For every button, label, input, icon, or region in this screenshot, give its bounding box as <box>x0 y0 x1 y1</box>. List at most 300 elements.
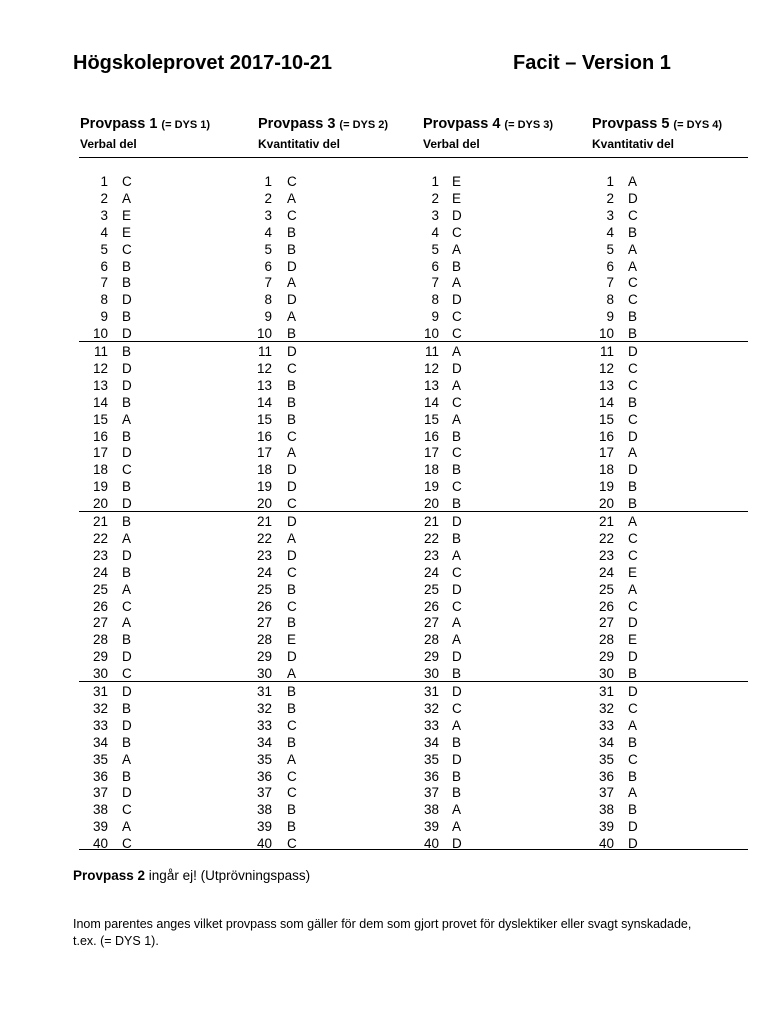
part-label: Kvantitativ del <box>258 137 341 151</box>
answer-cell: D <box>122 360 132 376</box>
answer-cell: D <box>122 547 132 563</box>
answer-cell: B <box>287 394 297 410</box>
answer-cell: D <box>628 190 638 206</box>
answer-cell: B <box>287 734 297 750</box>
pass-title <box>80 116 210 132</box>
answer-cell: D <box>287 344 297 359</box>
answer-cell: B <box>287 241 297 257</box>
question-number: 6 <box>431 258 439 274</box>
question-number: 28 <box>423 632 439 648</box>
question-number: 15 <box>598 411 614 427</box>
answer-cell: C <box>122 598 132 614</box>
question-number: 29 <box>256 649 272 665</box>
question-number: 27 <box>92 615 108 631</box>
question-number: 18 <box>423 462 439 478</box>
answer-cell: D <box>122 445 132 461</box>
answer-cell: C <box>452 479 462 495</box>
question-number: 4 <box>100 224 108 240</box>
question-number: 33 <box>598 717 614 733</box>
answer-cell: B <box>452 462 462 478</box>
answer-cell: B <box>287 802 297 818</box>
question-number: 33 <box>423 717 439 733</box>
answer-cell: E <box>122 224 132 240</box>
answer-cell: E <box>287 632 297 648</box>
question-number: 40 <box>92 836 108 852</box>
answer-cell: D <box>452 360 462 376</box>
question-number: 34 <box>598 734 614 750</box>
question-number: 32 <box>256 700 272 716</box>
question-number: 29 <box>423 649 439 665</box>
question-number: 38 <box>423 802 439 818</box>
answer-cell: C <box>122 174 132 189</box>
question-number: 31 <box>92 684 108 699</box>
excluded-pass-text: ingår ej! (Utprövningspass) <box>145 868 311 883</box>
question-number: 4 <box>431 224 439 240</box>
answer-cell: C <box>287 598 297 614</box>
column-header-1 <box>80 116 210 151</box>
question-number: 36 <box>92 768 108 784</box>
answer-cell: D <box>452 292 462 308</box>
answer-cell: B <box>452 785 462 801</box>
question-number: 12 <box>92 360 108 376</box>
question-number: 27 <box>256 615 272 631</box>
question-number: 19 <box>423 479 439 495</box>
question-number: 37 <box>423 785 439 801</box>
question-number: 10 <box>92 326 108 342</box>
answer-cell: D <box>287 292 297 308</box>
answer-cell: D <box>452 514 462 529</box>
answer-cell: C <box>452 564 462 580</box>
question-number: 15 <box>256 411 272 427</box>
question-number: 37 <box>92 785 108 801</box>
answer-cell: C <box>287 174 297 189</box>
answer-cell: A <box>452 632 462 648</box>
answer-cell: C <box>287 785 297 801</box>
excluded-pass-note <box>73 868 310 883</box>
question-number: 18 <box>256 462 272 478</box>
answer-cell: B <box>628 802 638 818</box>
question-number: 7 <box>606 275 614 291</box>
answer-cell: B <box>287 819 297 835</box>
answer-cell: C <box>287 360 297 376</box>
answer-cell: A <box>452 615 462 631</box>
question-number: 22 <box>423 530 439 546</box>
answer-cell: C <box>452 598 462 614</box>
answer-cell: A <box>452 802 462 818</box>
answer-cell: B <box>122 700 132 716</box>
question-number: 36 <box>423 768 439 784</box>
column-header-4 <box>592 116 722 151</box>
question-number: 30 <box>92 666 108 682</box>
answer-cell: B <box>628 309 638 325</box>
question-number: 21 <box>598 514 614 529</box>
answer-cell: D <box>287 649 297 665</box>
answer-cell: B <box>287 615 297 631</box>
question-number: 23 <box>256 547 272 563</box>
answer-cell: B <box>628 734 638 750</box>
question-number: 1 <box>431 174 439 189</box>
pass-name: Provpass 4 <box>423 116 501 132</box>
answer-cell: A <box>287 190 297 206</box>
question-number: 5 <box>264 241 272 257</box>
question-number: 8 <box>100 292 108 308</box>
dys-explanation: Inom parentes anges vilket provpass som gäller för dem som gjort provet för dyslektiker eller svagt synskadade, t.ex. (= DYS 1). <box>73 917 692 948</box>
question-number: 3 <box>431 207 439 223</box>
answer-cell: B <box>287 377 297 393</box>
column-header-2 <box>258 116 388 151</box>
answer-cell: C <box>122 462 132 478</box>
question-number: 19 <box>598 479 614 495</box>
answer-cell: D <box>122 377 132 393</box>
question-number: 37 <box>598 785 614 801</box>
question-number: 3 <box>100 207 108 223</box>
answer-cell: C <box>122 241 132 257</box>
question-number: 31 <box>423 684 439 699</box>
answer-cell: B <box>287 684 297 699</box>
answer-cell: A <box>452 819 462 835</box>
question-number: 10 <box>423 326 439 342</box>
question-number: 14 <box>92 394 108 410</box>
column-header-3 <box>423 116 553 151</box>
answer-cell: B <box>628 496 638 512</box>
answer-cell: A <box>287 530 297 546</box>
answer-cell: A <box>287 666 297 682</box>
answer-cell: D <box>628 344 638 359</box>
answer-cell: D <box>452 581 462 597</box>
answer-cell: B <box>452 666 462 682</box>
question-number: 26 <box>256 598 272 614</box>
question-number: 17 <box>92 445 108 461</box>
question-number: 20 <box>256 496 272 512</box>
answer-cell: C <box>122 836 132 852</box>
question-number: 29 <box>92 649 108 665</box>
answer-cell: A <box>452 241 462 257</box>
answer-cell: D <box>122 326 132 342</box>
question-number: 15 <box>423 411 439 427</box>
question-number: 28 <box>598 632 614 648</box>
answer-cell: D <box>628 615 638 631</box>
answer-cell: B <box>287 224 297 240</box>
question-number: 11 <box>599 344 614 359</box>
part-label: Verbal del <box>423 137 480 151</box>
answer-cell: C <box>628 275 638 291</box>
question-number: 1 <box>100 174 108 189</box>
header-rule <box>79 157 748 158</box>
answer-cell: C <box>628 530 638 546</box>
answer-cell: A <box>628 174 638 189</box>
dys-label: (= DYS 2) <box>339 119 389 131</box>
question-number: 25 <box>423 581 439 597</box>
question-number: 21 <box>256 514 272 529</box>
answer-cell: C <box>628 700 638 716</box>
question-number: 12 <box>256 360 272 376</box>
question-number: 15 <box>92 411 108 427</box>
page-title: Högskoleprovet 2017-10-21 <box>73 52 333 74</box>
answer-cell: B <box>122 514 132 529</box>
question-number: 11 <box>257 344 272 359</box>
answer-cell: E <box>122 207 132 223</box>
answer-cell: C <box>628 360 638 376</box>
answer-cell: A <box>628 785 638 801</box>
question-number: 30 <box>423 666 439 682</box>
question-number: 13 <box>256 377 272 393</box>
question-number: 23 <box>423 547 439 563</box>
question-number: 6 <box>264 258 272 274</box>
answer-cell: D <box>122 684 132 699</box>
answer-cell: D <box>628 428 638 444</box>
question-number: 12 <box>598 360 614 376</box>
answer-cell: D <box>628 836 638 852</box>
answer-cell: A <box>122 819 132 835</box>
answer-cell: D <box>287 462 297 478</box>
question-number: 34 <box>256 734 272 750</box>
answer-cell: A <box>122 411 132 427</box>
question-number: 12 <box>423 360 439 376</box>
pass-title <box>592 116 722 132</box>
answer-cell: A <box>628 258 638 274</box>
answer-cell: B <box>122 344 132 359</box>
answer-cell: C <box>287 717 297 733</box>
question-number: 13 <box>92 377 108 393</box>
question-number: 27 <box>423 615 439 631</box>
answer-cell: D <box>452 207 462 223</box>
answer-cell: D <box>287 514 297 529</box>
question-number: 33 <box>256 717 272 733</box>
answer-cell: C <box>287 496 297 512</box>
question-number: 3 <box>264 207 272 223</box>
excluded-pass-name: Provpass 2 <box>73 868 146 883</box>
answer-cell: C <box>452 326 462 342</box>
question-number: 38 <box>92 802 108 818</box>
answer-cell: C <box>452 700 462 716</box>
question-number: 19 <box>256 479 272 495</box>
answer-cell: A <box>122 581 132 597</box>
question-number: 11 <box>93 344 108 359</box>
answer-cell: C <box>287 836 297 852</box>
version-label: Facit – Version 1 <box>513 52 671 74</box>
question-number: 16 <box>423 428 439 444</box>
answer-cell: B <box>287 700 297 716</box>
answer-cell: C <box>628 598 638 614</box>
question-number: 9 <box>431 309 439 325</box>
answer-cell: B <box>452 530 462 546</box>
question-number: 4 <box>606 224 614 240</box>
question-number: 9 <box>100 309 108 325</box>
question-number: 40 <box>256 836 272 852</box>
question-number: 40 <box>598 836 614 852</box>
question-number: 35 <box>423 751 439 767</box>
answer-cell: B <box>628 666 638 682</box>
question-number: 8 <box>431 292 439 308</box>
answer-cell: A <box>287 445 297 461</box>
answer-cell: E <box>628 564 638 580</box>
question-number: 36 <box>598 768 614 784</box>
question-number: 6 <box>606 258 614 274</box>
dys-label: (= DYS 4) <box>673 119 723 131</box>
answer-cell: B <box>122 275 132 291</box>
question-number: 28 <box>92 632 108 648</box>
question-number: 1 <box>606 174 614 189</box>
part-label: Kvantitativ del <box>592 137 675 151</box>
answer-cell: A <box>452 411 462 427</box>
answer-cell: A <box>628 581 638 597</box>
question-number: 34 <box>423 734 439 750</box>
answer-cell: A <box>452 344 462 359</box>
answer-cell: C <box>628 377 638 393</box>
answer-cell: B <box>122 632 132 648</box>
question-number: 10 <box>256 326 272 342</box>
answer-cell: C <box>628 751 638 767</box>
question-number: 7 <box>264 275 272 291</box>
question-number: 3 <box>606 207 614 223</box>
answer-cell: B <box>122 428 132 444</box>
question-number: 9 <box>264 309 272 325</box>
answer-cell: C <box>628 411 638 427</box>
answer-cell: C <box>628 207 638 223</box>
answer-cell: B <box>122 734 132 750</box>
question-number: 2 <box>606 190 614 206</box>
answer-cell: D <box>628 649 638 665</box>
question-number: 22 <box>598 530 614 546</box>
question-number: 39 <box>256 819 272 835</box>
answer-cell: D <box>452 836 462 852</box>
answer-cell: B <box>122 768 132 784</box>
question-number: 23 <box>598 547 614 563</box>
question-number: 7 <box>431 275 439 291</box>
question-number: 36 <box>256 768 272 784</box>
answer-cell: B <box>122 394 132 410</box>
answer-cell: C <box>452 445 462 461</box>
answer-cell: B <box>628 326 638 342</box>
question-number: 37 <box>256 785 272 801</box>
answer-cell: D <box>122 496 132 512</box>
answer-cell: D <box>287 258 297 274</box>
question-number: 4 <box>264 224 272 240</box>
answer-cell: B <box>452 734 462 750</box>
question-number: 26 <box>423 598 439 614</box>
answer-cell: D <box>452 751 462 767</box>
answer-cell: A <box>452 377 462 393</box>
question-number: 22 <box>92 530 108 546</box>
question-number: 2 <box>100 190 108 206</box>
question-number: 2 <box>431 190 439 206</box>
answer-cell: B <box>287 411 297 427</box>
answer-cell: D <box>452 649 462 665</box>
answer-cell: A <box>122 615 132 631</box>
pass-title <box>423 116 553 132</box>
question-number: 31 <box>598 684 614 699</box>
question-number: 19 <box>92 479 108 495</box>
question-number: 27 <box>598 615 614 631</box>
answer-cell: A <box>628 717 638 733</box>
question-number: 35 <box>256 751 272 767</box>
answer-cell: D <box>122 717 132 733</box>
question-number: 2 <box>264 190 272 206</box>
question-number: 5 <box>431 241 439 257</box>
question-number: 35 <box>92 751 108 767</box>
question-number: 11 <box>424 344 439 359</box>
answer-cell: B <box>452 428 462 444</box>
question-number: 16 <box>256 428 272 444</box>
question-number: 16 <box>598 428 614 444</box>
question-number: 24 <box>598 564 614 580</box>
dys-label: (= DYS 3) <box>504 119 554 131</box>
answer-cell: C <box>287 768 297 784</box>
question-number: 39 <box>423 819 439 835</box>
question-number: 26 <box>92 598 108 614</box>
answer-cell: B <box>287 326 297 342</box>
question-number: 32 <box>423 700 439 716</box>
answer-cell: A <box>122 190 132 206</box>
question-number: 38 <box>256 802 272 818</box>
answer-cell: C <box>452 394 462 410</box>
answer-cell: C <box>122 802 132 818</box>
answer-cell: A <box>452 717 462 733</box>
answer-cell: D <box>628 819 638 835</box>
question-number: 18 <box>92 462 108 478</box>
answer-cell: B <box>628 394 638 410</box>
answer-cell: D <box>628 462 638 478</box>
question-number: 14 <box>423 394 439 410</box>
question-number: 30 <box>598 666 614 682</box>
answer-cell: D <box>122 292 132 308</box>
answer-cell: B <box>122 564 132 580</box>
question-number: 5 <box>100 241 108 257</box>
question-number: 14 <box>256 394 272 410</box>
question-number: 24 <box>423 564 439 580</box>
answer-cell: C <box>122 666 132 682</box>
question-number: 18 <box>598 462 614 478</box>
answer-cell: A <box>287 309 297 325</box>
question-number: 35 <box>598 751 614 767</box>
answer-cell: B <box>628 224 638 240</box>
dys-label: (= DYS 1) <box>161 119 211 131</box>
question-number: 10 <box>598 326 614 342</box>
question-number: 17 <box>423 445 439 461</box>
answer-cell: B <box>122 258 132 274</box>
question-number: 21 <box>92 514 108 529</box>
pass-title <box>258 116 388 132</box>
answer-cell: B <box>122 309 132 325</box>
answer-cell: E <box>628 632 638 648</box>
question-number: 20 <box>423 496 439 512</box>
answer-cell: C <box>452 224 462 240</box>
answer-cell: C <box>287 564 297 580</box>
question-number: 33 <box>92 717 108 733</box>
pass-name: Provpass 3 <box>258 116 336 132</box>
question-number: 25 <box>256 581 272 597</box>
question-number: 8 <box>606 292 614 308</box>
question-number: 17 <box>598 445 614 461</box>
answer-cell: C <box>287 428 297 444</box>
answer-cell: A <box>122 530 132 546</box>
question-number: 13 <box>598 377 614 393</box>
question-number: 24 <box>256 564 272 580</box>
question-number: 6 <box>100 258 108 274</box>
answer-cell: D <box>122 649 132 665</box>
answer-cell: B <box>452 258 462 274</box>
question-number: 38 <box>598 802 614 818</box>
question-number: 24 <box>92 564 108 580</box>
answer-cell: B <box>287 581 297 597</box>
question-number: 25 <box>598 581 614 597</box>
answer-cell: D <box>122 785 132 801</box>
answer-cell: A <box>122 751 132 767</box>
answer-cell: B <box>628 768 638 784</box>
answer-cell: D <box>287 479 297 495</box>
question-number: 34 <box>92 734 108 750</box>
question-number: 39 <box>92 819 108 835</box>
